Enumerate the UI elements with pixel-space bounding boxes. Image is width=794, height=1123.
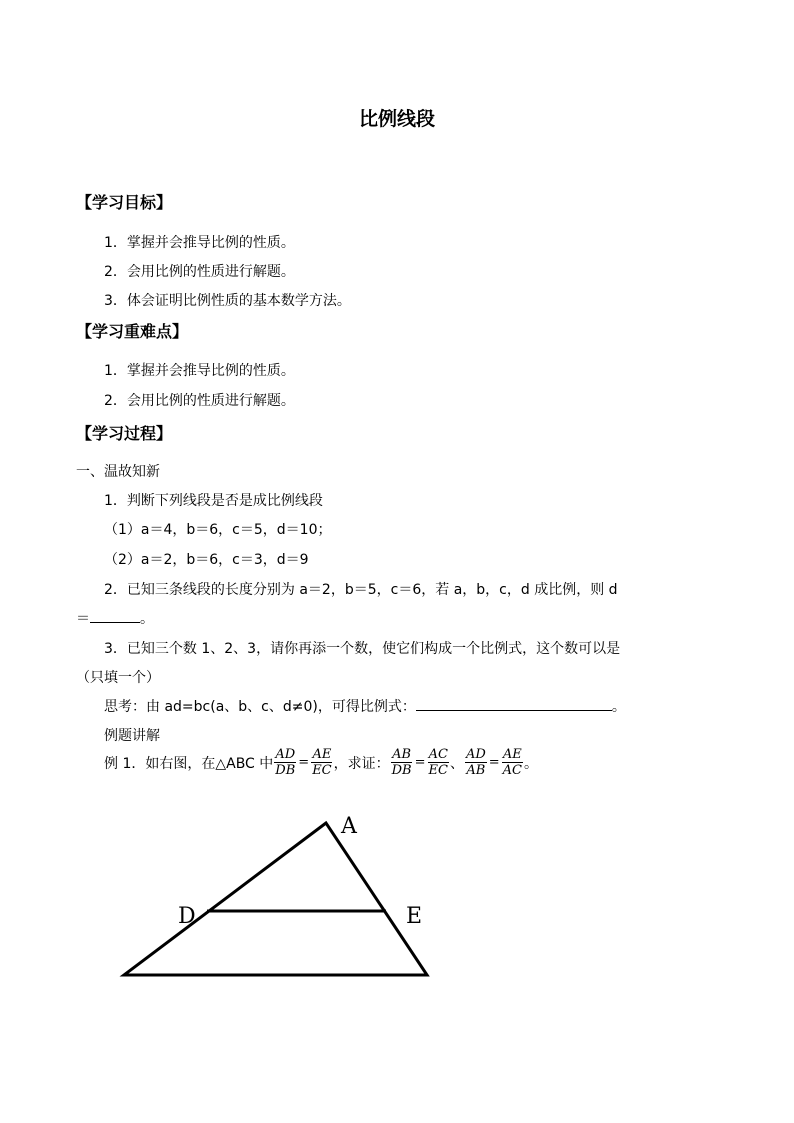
think-suffix: 。 <box>611 699 626 715</box>
fraction: $\frac{AE}{EC}$ <box>312 747 332 778</box>
fraction: $\frac{AB}{DB}$ <box>391 747 412 778</box>
question-2-suffix: 。 <box>140 611 154 627</box>
question-1: 1．判断下列线段是否是成比例线段 <box>104 493 323 509</box>
fraction: $\frac{AC}{EC}$ <box>428 747 448 778</box>
example-1-separator: 、 <box>449 755 464 772</box>
example-1-prefix: 例 1．如右图，在△ABC 中 <box>104 755 274 772</box>
key-points-heading: 【学习重难点】 <box>76 322 189 341</box>
fraction: $\frac{AD}{DB}$ <box>275 747 296 778</box>
key-point-item: 1．掌握并会推导比例的性质。 <box>104 363 295 379</box>
answer-blank-long[interactable] <box>416 696 612 711</box>
question-3: 3．已知三个数 1、2、3，请你再添一个数，使它们构成一个比例式，这个数可以是 <box>104 641 621 657</box>
question-1-part-a: （1）a＝4，b＝6，c＝5，d＝10； <box>104 522 332 538</box>
fraction: $\frac{AE}{AC}$ <box>502 747 523 778</box>
example-1 <box>104 747 538 778</box>
example-1-mid: ，求证： <box>333 755 390 772</box>
example-heading: 例题讲解 <box>104 728 160 744</box>
page-title: 比例线段 <box>358 108 435 130</box>
goal-item: 2．会用比例的性质进行解题。 <box>104 264 295 280</box>
process-heading: 【学习过程】 <box>76 424 173 443</box>
answer-blank[interactable] <box>90 608 140 623</box>
question-2-prefix: ＝ <box>76 611 90 627</box>
triangle-abc <box>124 823 427 975</box>
think-prefix: 思考：由 ad=bc(a、b、c、d≠0)，可得比例式： <box>104 699 416 715</box>
think-line <box>104 696 626 716</box>
label-d: D <box>178 904 196 929</box>
example-1-end: 。 <box>524 755 539 772</box>
question-1-part-b: （2）a＝2，b＝6，c＝3，d＝9 <box>104 552 309 568</box>
equals-sign: = <box>414 755 426 770</box>
goal-item: 1．掌握并会推导比例的性质。 <box>104 235 295 251</box>
equals-sign: = <box>488 755 500 770</box>
key-point-item: 2．会用比例的性质进行解题。 <box>104 393 295 409</box>
label-e: E <box>406 904 423 929</box>
label-a: A <box>341 814 357 839</box>
equals-sign: = <box>298 755 310 770</box>
goals-heading: 【学习目标】 <box>76 193 173 212</box>
question-2-answer-line <box>76 608 154 628</box>
question-2: 2．已知三条线段的长度分别为 a＝2，b＝5，c＝6，若 a，b，c，d 成比例，则 d <box>104 582 618 598</box>
section-title: 一、温故知新 <box>76 464 160 480</box>
goal-item: 3．体会证明比例性质的基本数学方法。 <box>104 293 351 309</box>
fraction: $\frac{AD}{AB}$ <box>465 747 486 778</box>
question-3-note: （只填一个） <box>76 670 160 686</box>
triangle-figure <box>110 805 450 990</box>
